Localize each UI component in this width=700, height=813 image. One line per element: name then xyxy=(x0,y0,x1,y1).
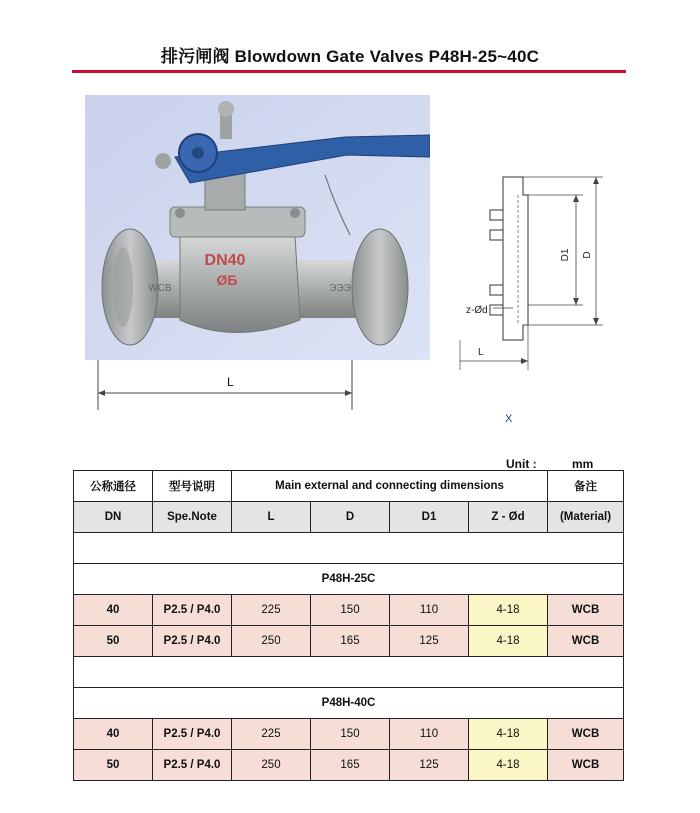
header-material: (Material) xyxy=(548,502,624,533)
table-row xyxy=(74,626,624,657)
cell-dn: 50 xyxy=(74,626,153,657)
cell-l: 225 xyxy=(232,719,311,750)
section-header xyxy=(74,688,624,719)
cell-l: 225 xyxy=(232,595,311,626)
section-header xyxy=(74,564,624,595)
cell-l: 250 xyxy=(232,626,311,657)
drawing-d1-label: D1 xyxy=(560,248,571,262)
header-l: L xyxy=(232,502,311,533)
header-dimensions: Main external and connecting dimensions xyxy=(232,471,548,502)
length-label: L xyxy=(227,375,234,389)
cell-d: 150 xyxy=(311,595,390,626)
table-row xyxy=(74,595,624,626)
flange-drawing xyxy=(458,165,608,375)
section-title: P48H-25C xyxy=(74,564,624,595)
cell-d1: 125 xyxy=(390,750,469,781)
cell-material: WCB xyxy=(548,626,624,657)
drawing-d-label: D xyxy=(582,251,593,259)
header-d: D xyxy=(311,502,390,533)
table-row xyxy=(74,719,624,750)
header-dn-cn: 公称通径 xyxy=(74,471,153,502)
header-spec: Spe.Note xyxy=(153,502,232,533)
cell-spec: P2.5 / P4.0 xyxy=(153,595,232,626)
cell-spec: P2.5 / P4.0 xyxy=(153,719,232,750)
cell-zd: 4-18 xyxy=(469,750,548,781)
cell-d1: 110 xyxy=(390,595,469,626)
cell-spec: P2.5 / P4.0 xyxy=(153,750,232,781)
drawing-l-label: L xyxy=(478,347,484,358)
photo-left-mark: WCB xyxy=(148,283,172,294)
dimensions-table xyxy=(73,470,624,781)
unit-value: mm xyxy=(572,457,594,471)
cell-zd: 4-18 xyxy=(469,719,548,750)
title-divider xyxy=(72,70,626,73)
header-dn: DN xyxy=(74,502,153,533)
table-header-row xyxy=(74,471,624,502)
cell-zd: 4-18 xyxy=(469,595,548,626)
header-zd: Z - Ød xyxy=(469,502,548,533)
cell-dn: 40 xyxy=(74,719,153,750)
photo-right-mark: ЭЭЭ xyxy=(329,283,351,294)
length-dimension-line xyxy=(96,360,354,410)
cell-zd: 4-18 xyxy=(469,626,548,657)
table-subheader-row xyxy=(74,502,624,533)
section-title: P48H-40C xyxy=(74,688,624,719)
page-title: 排污闸阀 Blowdown Gate Valves P48H-25~40C xyxy=(160,47,540,66)
cell-material: WCB xyxy=(548,719,624,750)
cell-d1: 110 xyxy=(390,719,469,750)
cell-spec: P2.5 / P4.0 xyxy=(153,626,232,657)
drawing-zd-label: z-Ød xyxy=(466,305,488,316)
unit-label: Unit : xyxy=(506,457,537,471)
cell-d1: 125 xyxy=(390,626,469,657)
cell-d: 165 xyxy=(311,626,390,657)
valve-photo xyxy=(85,95,430,360)
unit-line xyxy=(506,457,594,471)
cell-material: WCB xyxy=(548,750,624,781)
table-row xyxy=(74,750,624,781)
cell-d: 150 xyxy=(311,719,390,750)
header-spec-cn: 型号说明 xyxy=(153,471,232,502)
cell-dn: 40 xyxy=(74,595,153,626)
cell-material: WCB xyxy=(548,595,624,626)
cell-dn: 50 xyxy=(74,750,153,781)
cell-d: 165 xyxy=(311,750,390,781)
cell-l: 250 xyxy=(232,750,311,781)
photo-dn-mark: DN40 xyxy=(204,252,246,269)
header-note-cn: 备注 xyxy=(548,471,624,502)
x-mark: X xyxy=(505,413,513,425)
header-d1: D1 xyxy=(390,502,469,533)
photo-sub-mark: ØБ xyxy=(216,272,238,288)
